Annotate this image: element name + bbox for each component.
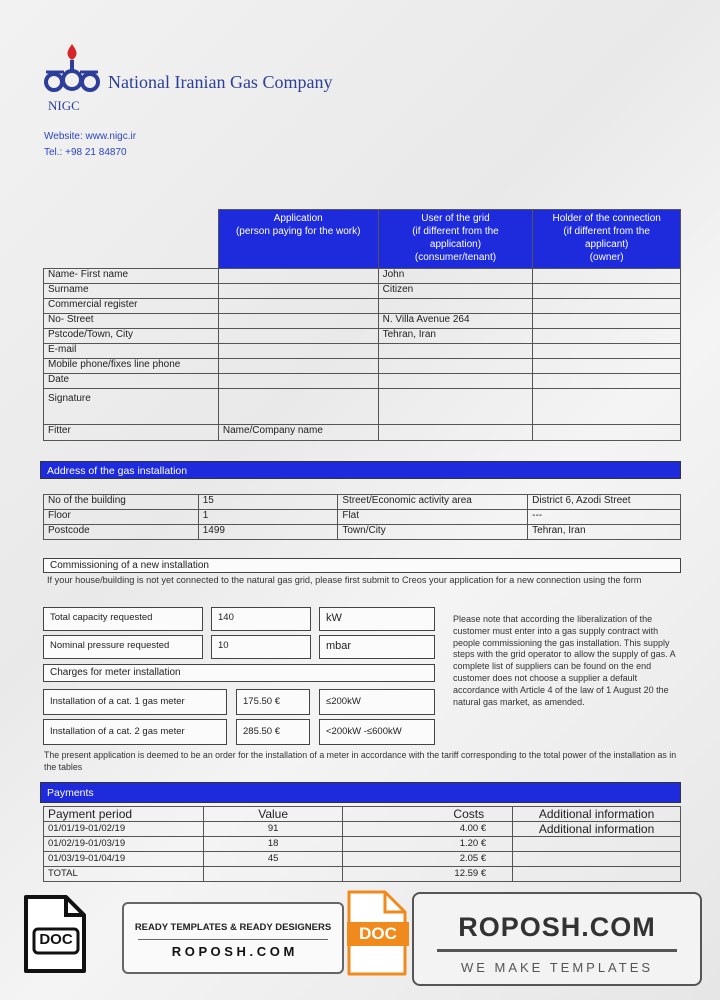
ready-templates-text: READY TEMPLATES & READY DESIGNERS: [134, 922, 332, 933]
holder-field[interactable]: [533, 269, 681, 284]
user-field[interactable]: [378, 359, 533, 374]
doc-file-icon: [22, 895, 86, 973]
holder-field[interactable]: [533, 299, 681, 314]
roposh-brand: ROPOSH.COM: [458, 912, 656, 942]
cell-label: Street/Economic activity area: [338, 495, 528, 510]
holder-field[interactable]: [533, 344, 681, 359]
supplier-note: Please note that according the liberalization of the customer must enter into a gas supply contract with people commissioning the gas installation. This supply steps with the grid operator to allow the supply of gas. A complete list of suppliers can be found on the end customer does not choose a supplier a default accordance with Article 4 of the law of 1 August 20 the natural gas market, as amended.: [453, 614, 676, 707]
table-row: [44, 314, 681, 329]
payment-value: 91: [203, 822, 343, 837]
table-row: [44, 329, 681, 344]
company-abbreviation: NIGC: [48, 98, 80, 113]
ready-brand-text: R O P O S H . C O M: [171, 944, 295, 959]
installation-table: [43, 494, 681, 540]
parties-table: [43, 209, 681, 441]
divider: [437, 949, 677, 952]
cell-value[interactable]: 1499: [198, 525, 338, 540]
user-field[interactable]: [378, 344, 533, 359]
application-field[interactable]: [218, 359, 378, 374]
payment-period: 01/02/19-01/03/19: [44, 837, 204, 852]
doc-orange-icon: [345, 890, 409, 976]
table-row: [44, 284, 681, 299]
total-label: TOTAL: [44, 867, 204, 882]
table-row: [44, 359, 681, 374]
table-row: [44, 344, 681, 359]
table-row: [44, 822, 681, 837]
capacity-input[interactable]: 140: [211, 607, 311, 631]
holder-signature[interactable]: [533, 389, 681, 425]
doc-orange-label: DOC: [347, 922, 409, 946]
col-holder: Holder of the connection (if different from the applicant) (owner): [533, 210, 681, 269]
total-row: [44, 867, 681, 882]
holder-field[interactable]: [533, 425, 681, 441]
row-label: Fitter: [44, 425, 219, 441]
commissioning-text: If your house/building is not yet connected to the natural gas grid, please first submit to Creos your application for a new connection using the form: [47, 575, 642, 585]
table-row: [44, 525, 681, 540]
col-application: Application (person paying for the work): [218, 210, 378, 269]
payment-cost: 2.05 €: [343, 852, 513, 867]
meter1-range: ≤200kW: [319, 689, 435, 715]
col-additional-info: Additional information: [513, 807, 681, 822]
application-field[interactable]: Name/Company name: [218, 425, 378, 441]
row-label: Date: [44, 374, 219, 389]
row-label: E-mail: [44, 344, 219, 359]
total-value: [203, 867, 343, 882]
meter2-price: 285.50 €: [236, 719, 310, 745]
application-signature[interactable]: [218, 389, 378, 425]
table-row: [44, 495, 681, 510]
cell-value[interactable]: ---: [528, 510, 681, 525]
holder-field[interactable]: [533, 284, 681, 299]
pressure-input[interactable]: 10: [211, 635, 311, 659]
user-field[interactable]: Tehran, Iran: [378, 329, 533, 344]
meter1-label: Installation of a cat. 1 gas meter: [43, 689, 227, 715]
application-field[interactable]: [218, 269, 378, 284]
total-info: [513, 867, 681, 882]
application-field[interactable]: [218, 299, 378, 314]
capacity-label: Total capacity requested: [43, 607, 203, 631]
charges-header: Charges for meter installation: [43, 664, 435, 682]
payment-info: Additional information: [513, 822, 681, 837]
row-label: Name- First name: [44, 269, 219, 284]
application-field[interactable]: [218, 374, 378, 389]
payments-table: [43, 806, 681, 882]
application-field[interactable]: [218, 284, 378, 299]
row-label: Pstcode/Town, City: [44, 329, 219, 344]
telephone: Tel.: +98 21 84870: [44, 147, 127, 158]
application-field[interactable]: [218, 314, 378, 329]
payment-cost: 1.20 €: [343, 837, 513, 852]
company-name: National Iranian Gas Company: [108, 72, 333, 92]
nigc-logo: [42, 42, 102, 98]
roposh-tagline: WE MAKE TEMPLATES: [460, 960, 654, 975]
cell-value[interactable]: District 6, Azodi Street: [528, 495, 681, 510]
blank-corner: [44, 210, 219, 269]
user-field[interactable]: Citizen: [378, 284, 533, 299]
table-row: [44, 852, 681, 867]
table-row: [44, 837, 681, 852]
table-row: [44, 374, 681, 389]
roposh-brand-badge: [412, 892, 702, 986]
cell-value[interactable]: 15: [198, 495, 338, 510]
pressure-label: Nominal pressure requested: [43, 635, 203, 659]
holder-field[interactable]: [533, 374, 681, 389]
cell-value[interactable]: Tehran, Iran: [528, 525, 681, 540]
col-payment-period: Payment period: [44, 807, 204, 822]
capacity-unit: kW: [319, 607, 435, 631]
table-row: [44, 510, 681, 525]
payment-info: [513, 837, 681, 852]
application-field[interactable]: [218, 329, 378, 344]
cell-label: Town/City: [338, 525, 528, 540]
cell-label: Flat: [338, 510, 528, 525]
payment-value: 45: [203, 852, 343, 867]
row-label: No- Street: [44, 314, 219, 329]
pressure-unit: mbar: [319, 635, 435, 659]
installation-address-header: Address of the gas installation: [40, 461, 681, 479]
user-field[interactable]: [378, 374, 533, 389]
table-header-row: [44, 807, 681, 822]
user-field[interactable]: N. Villa Avenue 264: [378, 314, 533, 329]
col-value: Value: [203, 807, 343, 822]
user-field[interactable]: [378, 425, 533, 441]
payment-cost: 4.00 €: [343, 822, 513, 837]
table-row: [44, 425, 681, 441]
payment-value: 18: [203, 837, 343, 852]
payment-info: [513, 852, 681, 867]
holder-field[interactable]: [533, 314, 681, 329]
table-row: [44, 299, 681, 314]
col-user: User of the grid (if different from the application) (consumer/tenant): [378, 210, 533, 269]
payments-header: Payments: [40, 782, 681, 803]
col-costs: Costs: [343, 807, 513, 822]
row-label: Mobile phone/fixes line phone: [44, 359, 219, 374]
cell-label: Floor: [44, 510, 199, 525]
user-field[interactable]: John: [378, 269, 533, 284]
cell-label: No of the building: [44, 495, 199, 510]
meter1-price: 175.50 €: [236, 689, 310, 715]
holder-field[interactable]: [533, 359, 681, 374]
total-cost: 12.59 €: [343, 867, 513, 882]
ready-templates-badge: [122, 902, 344, 974]
user-field[interactable]: [378, 299, 533, 314]
row-label: Signature: [44, 389, 219, 425]
table-row: [44, 389, 681, 425]
cell-value[interactable]: 1: [198, 510, 338, 525]
row-label: Surname: [44, 284, 219, 299]
doc-label: DOC: [39, 931, 73, 948]
application-field[interactable]: [218, 344, 378, 359]
table-row: [44, 269, 681, 284]
meter2-range: <200kW -≤600kW: [319, 719, 435, 745]
cell-label: Postcode: [44, 525, 199, 540]
row-label: Commercial register: [44, 299, 219, 314]
payment-period: 01/01/19-01/02/19: [44, 822, 204, 837]
holder-field[interactable]: [533, 329, 681, 344]
website-link[interactable]: Website: www.nigc.ir: [44, 131, 137, 142]
payment-period: 01/03/19-01/04/19: [44, 852, 204, 867]
order-note: The present application is deemed to be an order for the installation of a meter in accordance with the tariff corresponding to the total power of the installation as in the tables: [44, 750, 677, 772]
divider: [138, 939, 328, 940]
user-signature[interactable]: [378, 389, 533, 425]
meter2-label: Installation of a cat. 2 gas meter: [43, 719, 227, 745]
commissioning-header: Commissioning of a new installation: [43, 558, 681, 573]
